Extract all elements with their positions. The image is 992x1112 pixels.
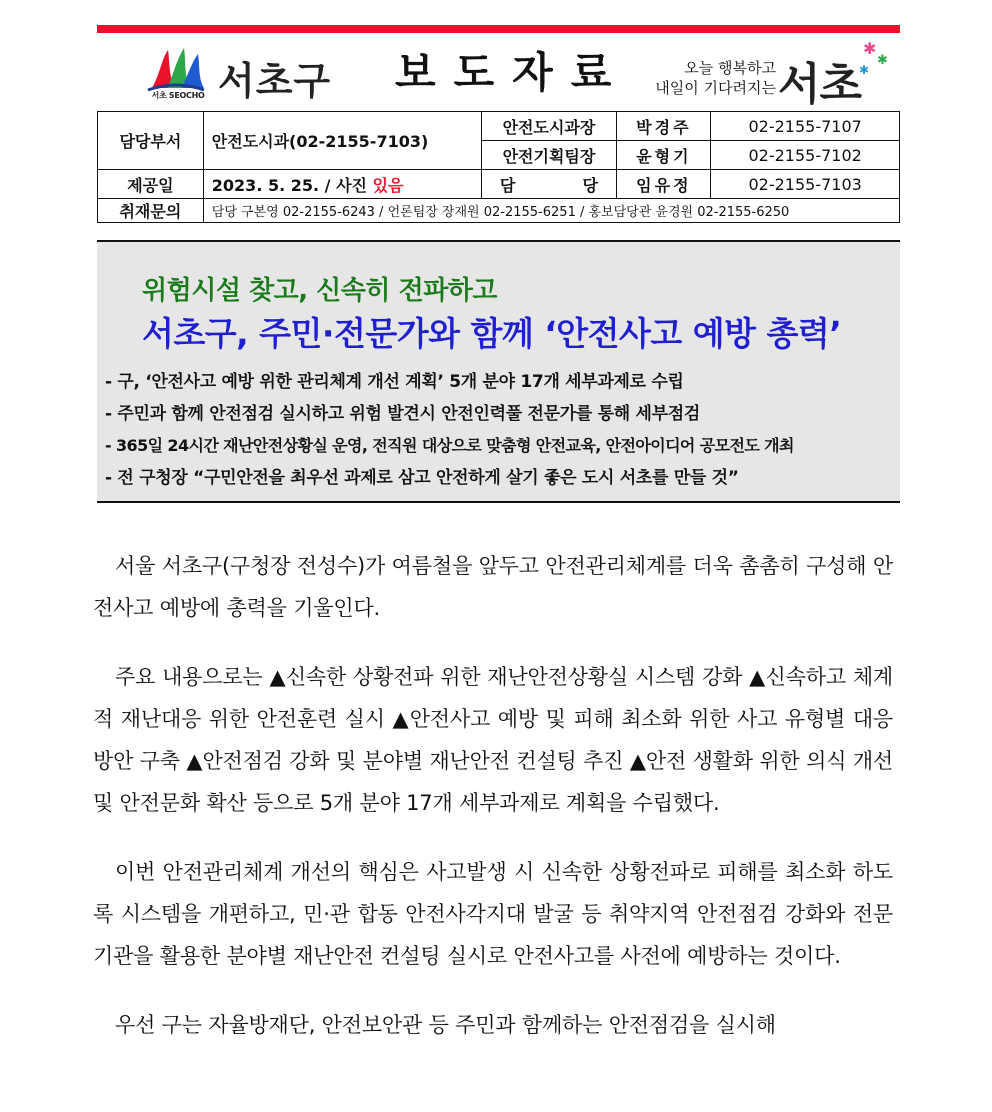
name-3: 임유정 [617,170,711,199]
dept-value: 안전도시과(02-2155-7103) [203,112,481,170]
name-2: 윤형기 [617,141,711,170]
article-body [93,545,893,1073]
phone-3: 02-2155-7103 [711,170,900,199]
org-name: 서초구 [218,59,332,103]
summary-bullets [105,366,794,494]
paragraph: 이번 안전관리체계 개선의 핵심은 사고발생 시 신속한 상황전파로 피해를 최소화 하도록 시스템을 개편하고, 민·관 합동 안전사각지대 발굴 등 취약지역 안전점검 강화와 전문기관을 활용한 분야별 재난안전 컨설팅 실시로 안전사고를 사전에 예방하는 것이다. [93,860,893,968]
svg-text:✱: ✱ [859,63,870,77]
phone-2: 02-2155-7102 [711,141,900,170]
bullet-item: - 주민과 함께 안전점검 실시하고 위험 발견시 안전인력풀 전문가를 통해 세부점검 [105,404,700,424]
sparkle-icon [855,40,895,80]
top-red-bar [97,25,900,33]
paragraph: 우선 구는 자율방재단, 안전보안관 등 주민과 함께하는 안전점검을 실시해 [115,1013,776,1037]
headline: 서초구, 주민·전문가와 함께 ‘안전사고 예방 총력’ [142,314,842,353]
role-3-a: 담 [499,175,516,195]
paragraph: 서울 서초구(구청장 전성수)가 여름철을 앞두고 안전관리체계를 더욱 촘촘히 구성해 안전사고 예방에 총력을 기울인다. [93,554,893,620]
name-1: 박경주 [617,112,711,141]
slogan-line2: 내일이 기다려지는 [655,79,776,97]
seocho-emblem-icon [146,44,206,94]
phone-1: 02-2155-7107 [711,112,900,141]
svg-text:✱: ✱ [863,40,877,58]
photo-label: 사진 [336,175,367,195]
role-3-b: 당 [582,175,599,195]
inquiry-value: 담당 구본영 02-2155-6243 / 언론팀장 장재원 02-2155-6251 / 홍보담당관 윤경원 02-2155-6250 [203,199,899,223]
paragraph: 주요 내용으로는 ▲신속한 상황전파 위한 재난안전상황실 시스템 강화 ▲신속하고 체계적 재난대응 위한 안전훈련 실시 ▲안전사고 예방 및 피해 최소화 위한 사고 유형별 대응방안 구축 ▲안전점검 강화 및 분야별 재난안전 컨설팅 추진 ▲안전 생활화 위한 의식 개선 및 안전문화 확산 등으로 5개 분야 17개 세부과제로 계획을 수립했다. [93,665,894,815]
role-3 [481,170,617,199]
logo-subtitle: 서초 SEOCHO [151,91,205,100]
dept-label: 담당부서 [98,112,204,170]
slogan-brand: 서초 [778,59,862,110]
slogan-line1: 오늘 행복하고 [684,59,776,77]
bullet-item: - 365일 24시간 재난안전상황실 운영, 전직원 대상으로 맞춤형 안전교육, 안전아이디어 공모전도 개최 [105,436,794,455]
slogan [636,58,776,98]
date-cell [203,170,481,199]
date-value: 2023. 5. 25. / [211,175,331,195]
role-1: 안전도시과장 [481,112,617,141]
date-label: 제공일 [98,170,204,199]
contact-table [97,111,900,223]
seocho-logo [142,44,332,104]
subtitle: 위험시설 찾고, 신속히 전파하고 [142,276,498,306]
inquiry-label: 취재문의 [98,199,204,223]
role-2: 안전기획팀장 [481,141,617,170]
summary-box [97,240,900,503]
page-title: 보도자료 [395,48,630,97]
bullet-item: - 구, ‘안전사고 예방 위한 관리체계 개선 계획’ 5개 분야 17개 세부과제로 수립 [105,372,684,392]
bullet-item: - 전 구청장 “구민안전을 최우선 과제로 삼고 안전하게 살기 좋은 도시 서초를 만들 것” [105,468,739,488]
photo-value: 있음 [372,175,404,195]
svg-text:✱: ✱ [877,53,888,68]
